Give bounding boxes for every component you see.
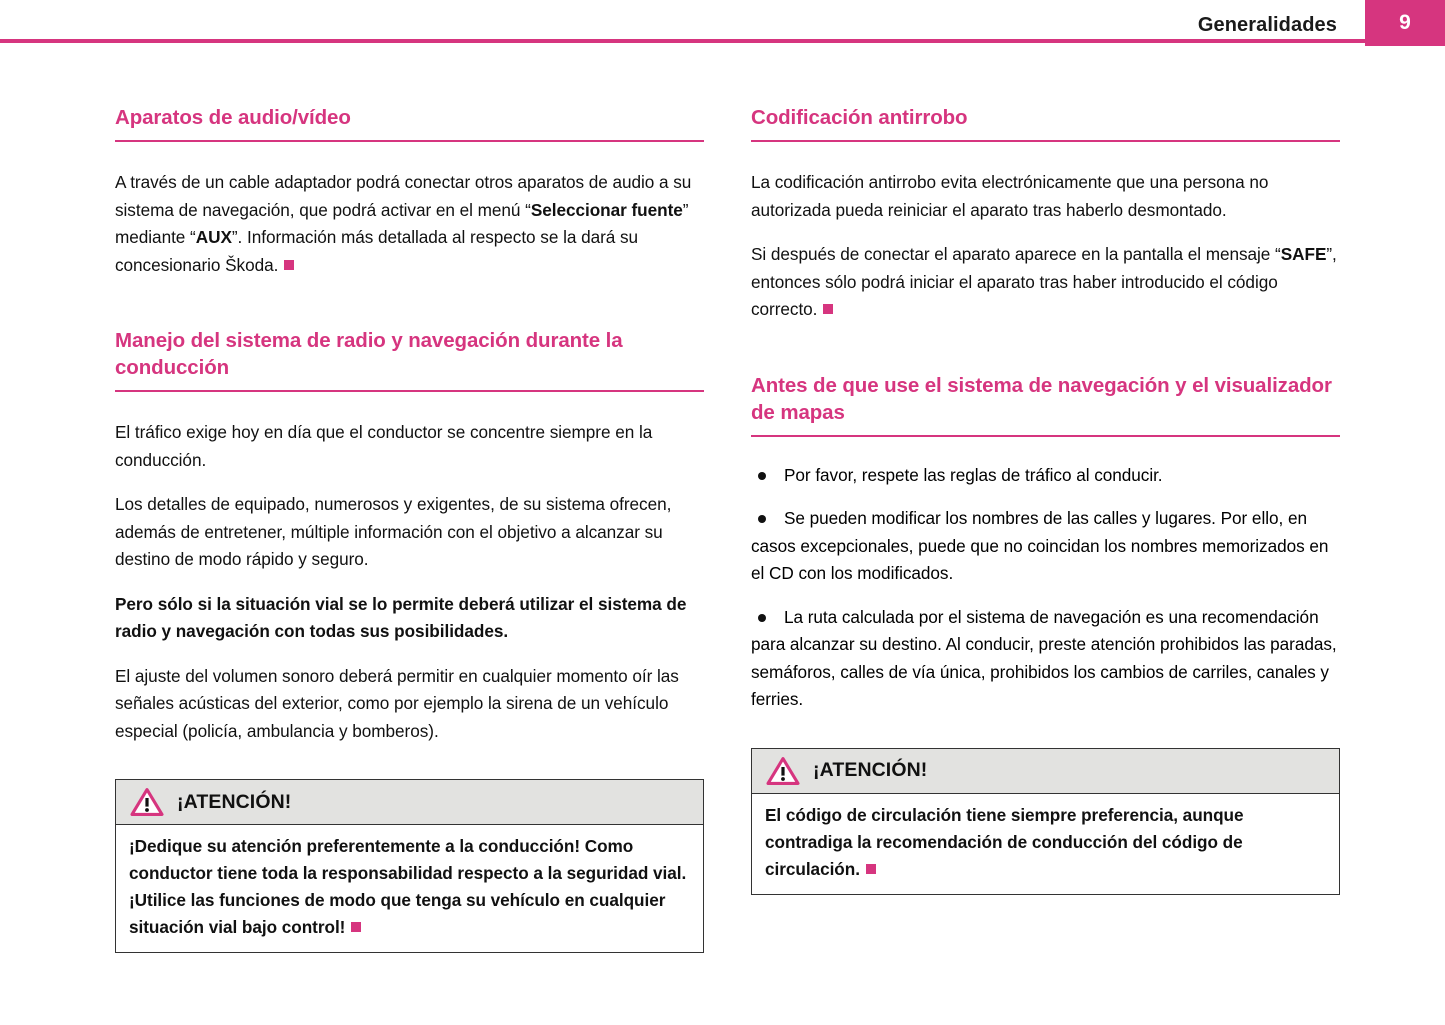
text-run: Si después de conectar el aparato aparece en la pantalla el mensaje “ (751, 244, 1281, 264)
bullet-dot-icon (758, 515, 766, 523)
emphasis-text: Seleccionar fuente (530, 199, 683, 220)
section-manejo-del-sistema (115, 327, 704, 953)
warning-box-text (765, 802, 1327, 883)
section-antes-de-que-use (751, 372, 1340, 895)
section-spacer (751, 324, 1340, 372)
section-aparatos-de-audio-video (115, 104, 704, 279)
section-codificacion-antirrobo (751, 104, 1340, 324)
emphasis-text: AUX (195, 227, 232, 247)
paragraph (751, 241, 1340, 324)
text-run: El tráfico exige hoy en día que el conductor se concentre siempre en la conducción. (115, 422, 653, 470)
page-header (0, 0, 1445, 46)
section-heading: Aparatos de audio/vídeo (115, 104, 704, 142)
text-run: La codificación antirrobo evita electrónicamente que una persona no autorizada pueda reiniciar el aparato tras haberlo desmontado. (751, 172, 1269, 220)
end-of-section-marker (823, 304, 833, 314)
warning-box-body (752, 794, 1339, 894)
warning-triangle-icon (130, 787, 164, 817)
end-of-section-marker (866, 864, 876, 874)
paragraph (751, 169, 1340, 224)
page-number: 9 (1399, 11, 1411, 34)
right-column (751, 104, 1340, 895)
emphasis-text: SAFE (1280, 244, 1327, 264)
warning-box-header (116, 780, 703, 825)
section-heading: Codificación antirrobo (751, 104, 1340, 142)
list-item-text: Por favor, respete las reglas de tráfico al conducir. (784, 464, 1163, 485)
text-run: ”, entonces sólo podrá iniciar el aparato tras haber introducido el código correcto. (751, 244, 1337, 319)
paragraph (115, 591, 704, 646)
text-run: ¡Dedique su atención preferentemente a la conducción! Como conductor tiene toda la responsabilidad respecto a la seguridad vial. ¡Utilice las funciones de modo que tenga su vehículo en cualquier situación vial bajo control! (129, 836, 687, 937)
section-heading: Manejo del sistema de radio y navegación durante la conducción (115, 327, 704, 392)
warning-box-title: ¡ATENCIÓN! (813, 759, 928, 781)
section-spacer (115, 279, 704, 327)
header-title: Generalidades (1197, 14, 1337, 36)
warning-triangle-icon (766, 756, 800, 786)
header-rule (0, 39, 1445, 43)
list-item (751, 462, 1340, 490)
text-run: Los detalles de equipado, numerosos y exigentes, de su sistema ofrecen, además de entretener, múltiple información con el objetivo a alcanzar su destino de modo rápido y seguro. (115, 494, 672, 569)
paragraph (115, 491, 704, 574)
bullet-dot-icon (758, 614, 766, 622)
section-heading: Antes de que use el sistema de navegación y el visualizador de mapas (751, 372, 1340, 437)
paragraph (115, 663, 704, 746)
text-run: ” mediante “ (115, 199, 689, 247)
left-column (115, 104, 704, 953)
text-run: A través de un cable adaptador podrá conectar otros aparatos de audio a su sistema de navegación, que podrá activar en el menú “ (115, 172, 692, 220)
paragraph (115, 419, 704, 474)
list-item-text: Se pueden modificar los nombres de las calles y lugares. Por ello, en casos excepcionales, puede que no coincidan los nombres memorizados en el CD con los modificados. (751, 508, 1329, 583)
text-run: El ajuste del volumen sonoro deberá permitir en cualquier momento oír las señales acústicas del exterior, como por ejemplo la sirena de un vehículo especial (policía, ambulancia y bomberos). (115, 665, 679, 741)
warning-box-text (129, 833, 691, 941)
warning-box (751, 748, 1340, 895)
list-item-text: La ruta calculada por el sistema de navegación es una recomendación para alcanzar su destino. Al conducir, preste atención prohibidos las paradas, semáforos, calles de vía única, prohibidos los cambios de carriles, canales y ferries. (751, 606, 1337, 709)
text-run: ”. Información más detallada al respecto se la dará su concesionario Škoda. (115, 227, 639, 275)
bullet-list (751, 462, 1340, 714)
emphasis-text: Pero sólo si la situación vial se lo permite deberá utilizar el sistema de radio y navegación con todas sus posibilidades. (115, 593, 687, 641)
end-of-section-marker (284, 260, 294, 270)
warning-box (115, 779, 704, 953)
text-run: El código de circulación tiene siempre preferencia, aunque contradiga la recomendación de conducción del código de circulación. (765, 804, 1244, 879)
end-of-section-marker (351, 922, 361, 932)
list-item (751, 505, 1340, 588)
bullet-dot-icon (758, 472, 766, 480)
warning-box-header (752, 749, 1339, 794)
paragraph (115, 169, 704, 279)
warning-box-title: ¡ATENCIÓN! (177, 790, 292, 813)
warning-box-body (116, 825, 703, 952)
list-item (751, 604, 1340, 714)
